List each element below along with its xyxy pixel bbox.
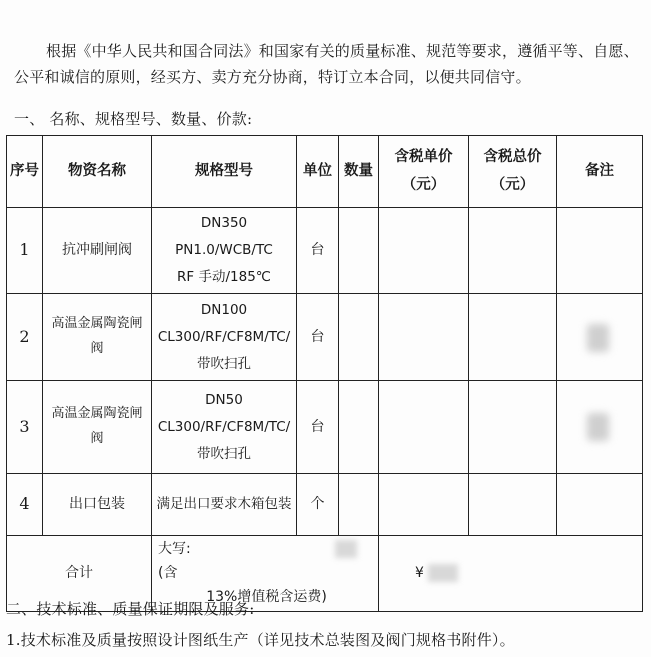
row-name: 出口包装 (43, 474, 152, 536)
row-name-l2: 阀 (90, 431, 104, 446)
row-name-l2: 阀 (90, 341, 104, 356)
header-total-price-l2: （元） (490, 176, 535, 193)
header-total-price (469, 136, 557, 208)
row-unit: 个 (297, 474, 339, 536)
row-spec-l1: DN100 (200, 301, 248, 318)
row-name (43, 294, 152, 381)
row-qty (339, 381, 379, 474)
row-no: 1 (7, 208, 43, 294)
section-1-title: 一、 名称、规格型号、数量、价款: (14, 110, 253, 128)
table-row (7, 474, 643, 536)
header-remark: 备注 (557, 136, 643, 208)
row-remark (557, 294, 643, 381)
table-row (7, 381, 643, 474)
row-spec-l3: 带吹扫孔 (197, 445, 251, 462)
section-2-title: 二、技术标准、质量保证期限及服务: (6, 600, 255, 618)
clause-1: 1.技术标准及质量按照设计图纸生产（详见技术总装图及阀门规格书附件）。 (6, 631, 515, 649)
row-unit: 台 (297, 294, 339, 381)
intro-line-1: 根据《中华人民共和国合同法》和国家有关的质量标准、规范等要求，遵循平等、自愿、 (46, 42, 639, 60)
row-total-price (469, 381, 557, 474)
row-total-price (469, 474, 557, 536)
currency-symbol: ¥ (415, 565, 424, 582)
amount-suffix: (含 (158, 564, 178, 581)
amount-line-2: 13%增值税含运费) (206, 588, 327, 605)
redacted-figures (428, 564, 458, 582)
amount-prefix: 大写: (158, 541, 191, 557)
row-qty (339, 208, 379, 294)
row-spec (152, 381, 297, 474)
total-amount-figures (379, 536, 643, 612)
row-unit-price (379, 474, 469, 536)
row-spec-l1: DN50 (205, 391, 243, 408)
row-name-l1: 高温金属陶瓷闸 (51, 406, 143, 422)
header-name: 物资名称 (43, 136, 152, 208)
table-row (7, 208, 643, 294)
row-qty (339, 474, 379, 536)
row-spec (152, 208, 297, 294)
header-qty: 数量 (339, 136, 379, 208)
header-unit-price (379, 136, 469, 208)
redacted-amount (335, 540, 357, 558)
row-name-l1: 高温金属陶瓷闸 (51, 316, 143, 332)
row-remark (557, 208, 643, 294)
row-no: 4 (7, 474, 43, 536)
row-name (43, 381, 152, 474)
total-label: 合计 (7, 536, 152, 612)
table-row (7, 294, 643, 381)
header-unit-price-l2: （元） (401, 176, 446, 193)
redacted-mark (587, 324, 609, 352)
row-qty (339, 294, 379, 381)
row-total-price (469, 294, 557, 381)
row-spec-l2: CL300/RF/CF8M/TC/ (157, 418, 291, 435)
row-total-price (469, 208, 557, 294)
row-spec-l1: DN350 PN1.0/WCB/TC (175, 215, 273, 258)
table-header-row (7, 136, 643, 208)
header-total-price-l1: 含税总价 (483, 148, 542, 165)
intro-line-2: 公平和诚信的原则，经买方、卖方充分协商，特订立本合同，以便共同信守。 (14, 68, 531, 86)
row-remark (557, 474, 643, 536)
row-no: 2 (7, 294, 43, 381)
row-unit-price (379, 381, 469, 474)
row-spec (152, 294, 297, 381)
redacted-mark (587, 413, 609, 441)
header-spec: 规格型号 (152, 136, 297, 208)
row-spec-l2: CL300/RF/CF8M/TC/ (157, 328, 291, 345)
row-name: 抗冲刷闸阀 (43, 208, 152, 294)
row-spec: 满足出口要求木箱包装 (152, 474, 297, 536)
row-spec-l3: 带吹扫孔 (197, 355, 251, 372)
row-unit: 台 (297, 381, 339, 474)
goods-table (6, 135, 643, 612)
header-unit: 单位 (297, 136, 339, 208)
row-unit-price (379, 294, 469, 381)
row-spec-l2: RF 手动/185℃ (177, 269, 271, 285)
row-remark (557, 381, 643, 474)
header-unit-price-l1: 含税单价 (394, 148, 453, 165)
header-no: 序号 (7, 136, 43, 208)
row-no: 3 (7, 381, 43, 474)
row-unit: 台 (297, 208, 339, 294)
row-unit-price (379, 208, 469, 294)
